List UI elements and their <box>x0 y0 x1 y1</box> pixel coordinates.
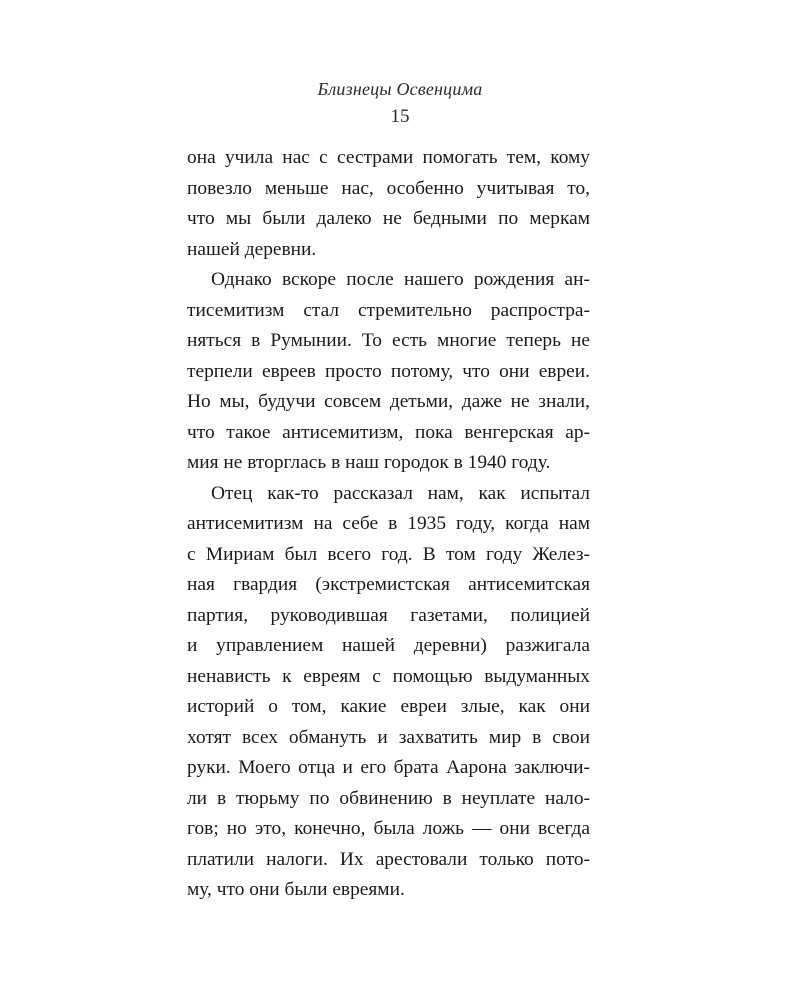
text-line: терпели евреев просто потому, что они евреи. <box>187 360 590 382</box>
text-line: мия не вторглась в наш городок в 1940 году. <box>187 452 551 473</box>
paragraph-2 <box>187 265 590 479</box>
text-line: Отец как-то рассказал нам, как испытал <box>211 482 590 504</box>
body-text <box>187 143 590 906</box>
text-line: ная гвардия (экстремистская антисемитская <box>187 574 590 595</box>
text-line: нашей деревни. <box>187 238 317 260</box>
page-number: 15 <box>390 106 410 127</box>
text-line: историй о том, какие евреи злые, как они <box>187 696 590 717</box>
text-line: гов; но это, конечно, была ложь — они всегда <box>187 818 590 839</box>
text-line: что такое антисемитизм, пока венгерская ар- <box>187 421 590 443</box>
text-line: и управлением нашей деревни) разжигала <box>187 635 590 656</box>
paragraph-1 <box>187 143 590 265</box>
text-line: Но мы, будучи совсем детьми, даже не знали, <box>187 391 590 412</box>
paragraph-3 <box>187 479 590 906</box>
text-line: му, что они были евреями. <box>187 879 405 900</box>
text-line: ли в тюрьму по обвинению в неуплате нало- <box>187 787 590 809</box>
text-line: руки. Моего отца и его брата Аарона заключи- <box>187 757 590 778</box>
running-title: Близнецы Освенцима <box>317 79 483 99</box>
text-line: тисемитизм стал стремительно распростра- <box>187 299 590 321</box>
text-line: Однако вскоре после нашего рождения ан- <box>211 269 590 290</box>
text-line: платили налоги. Их арестовали только пото- <box>187 848 590 870</box>
text-line: няться в Румынии. То есть многие теперь не <box>187 330 590 351</box>
text-line: она учила нас с сестрами помогать тем, кому <box>187 147 590 168</box>
text-line: ненависть к евреям с помощью выдуманных <box>187 665 590 687</box>
text-line: повезло меньше нас, особенно учитывая то, <box>187 177 590 199</box>
text-line: хотят всех обмануть и захватить мир в свои <box>187 726 590 748</box>
text-line: с Мириам был всего год. В том году Желез- <box>187 543 590 565</box>
text-line: партия, руководившая газетами, полицией <box>187 604 590 626</box>
text-line: что мы были далеко не бедными по меркам <box>187 208 590 229</box>
text-line: антисемитизм на себе в 1935 году, когда нам <box>187 513 590 534</box>
